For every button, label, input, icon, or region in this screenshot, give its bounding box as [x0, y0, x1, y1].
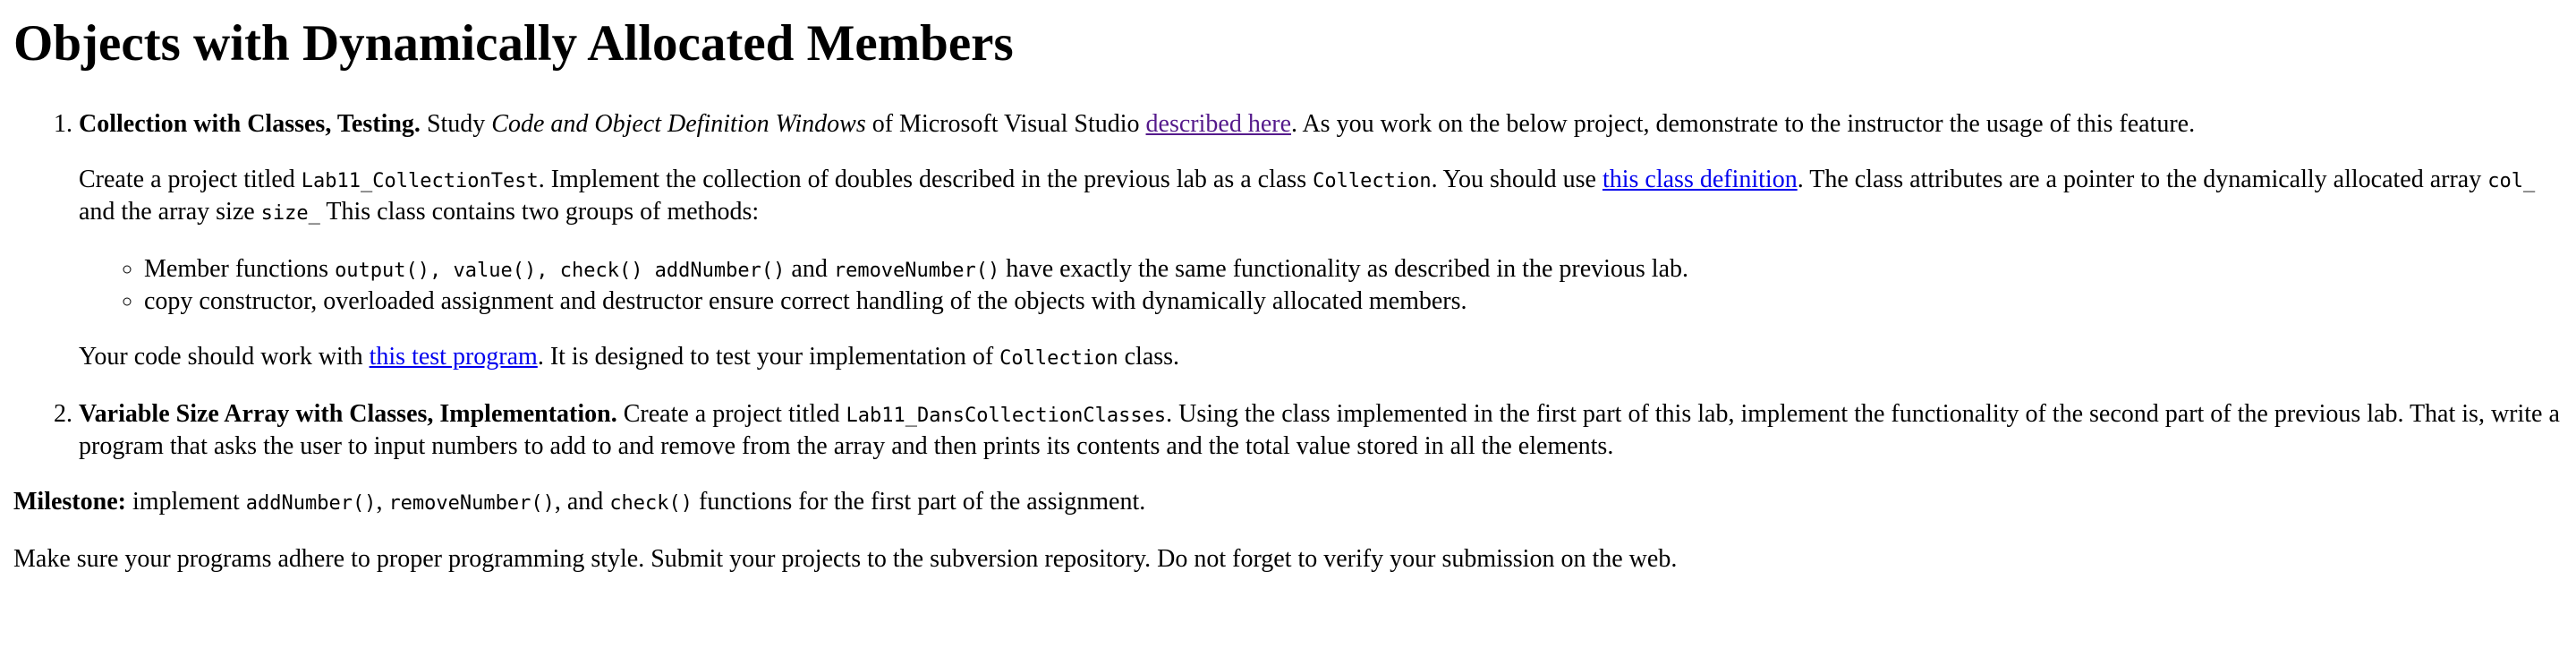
paragraph-text: functions for the first part of the assignment. — [693, 488, 1146, 516]
paragraph-text: Create a project titled — [616, 400, 846, 428]
class-name-code: Collection — [1313, 170, 1432, 192]
paragraph-text: This class contains two groups of methods: — [319, 198, 760, 226]
paragraph-text: . Using the class implemented in the first part of this lab, implement the functionality of the second part of the previous lab. That is, write a program that asks the user to input numbers to add to and remove from the array and then prints its contents and the total value stored in all the elements. — [79, 400, 2560, 460]
assignment-list — [13, 109, 2563, 462]
attribute-code: size_ — [260, 202, 320, 225]
item1-intro — [79, 109, 2563, 140]
method-name-code: addNumber() — [245, 492, 377, 515]
item1-project-paragraph — [79, 165, 2563, 229]
milestone-paragraph — [13, 487, 2563, 519]
list-item: ◦ copy constructor, overloaded assignment and destructor ensure correct handling of the objects with dynamically allocated members. — [144, 286, 2563, 317]
list-item-text: and — [785, 255, 834, 283]
project-name-code: Lab11_DansCollectionClasses — [846, 405, 1167, 427]
paragraph-text: Create a project titled — [79, 166, 302, 193]
assignment-item-2 — [79, 399, 2563, 462]
paragraph-text: . You should use — [1431, 166, 1603, 193]
method-names-code: removeNumber() — [833, 260, 1000, 282]
assignment-item-1 — [79, 109, 2563, 374]
item2-paragraph — [79, 399, 2563, 462]
item1-test-paragraph — [79, 342, 2563, 374]
paragraph-text: , — [376, 488, 389, 516]
paragraph-text: class. — [1118, 343, 1180, 371]
described-here-link[interactable]: described here — [1145, 110, 1291, 138]
item1-text: . As you work on the below project, demonstrate to the instructor the usage of this feature. — [1291, 110, 2196, 138]
method-names-code: output(), value(), check() addNumber() — [335, 260, 786, 282]
list-item — [144, 254, 2563, 286]
method-name-code: check() — [609, 492, 693, 515]
class-name-code: Collection — [999, 347, 1118, 370]
paragraph-text: . It is designed to test your implementation of — [537, 343, 1000, 371]
item1-emphasis: Code and Object Definition Windows — [491, 110, 866, 138]
item2-heading: Variable Size Array with Classes, Implementation. — [79, 400, 617, 428]
method-name-code: removeNumber() — [388, 492, 555, 515]
paragraph-text: . Implement the collection of doubles described in the previous lab as a class — [538, 166, 1314, 193]
attribute-code: col_ — [2487, 170, 2536, 192]
paragraph-text: implement — [125, 488, 246, 516]
list-item-text: have exactly the same functionality as described in the previous lab. — [999, 255, 1689, 283]
list-item-text: Member functions — [144, 255, 336, 283]
method-groups-list — [79, 254, 2563, 317]
page-title: Objects with Dynamically Allocated Members — [13, 15, 1014, 72]
paragraph-text: Your code should work with — [79, 343, 370, 371]
paragraph-text: and the array size — [79, 198, 261, 226]
item1-text: of Microsoft Visual Studio — [865, 110, 1146, 138]
test-program-link[interactable]: this test program — [369, 343, 538, 371]
milestone-label: Milestone: — [13, 488, 126, 516]
class-definition-link[interactable]: this class definition — [1602, 166, 1798, 193]
paragraph-text: , and — [554, 488, 610, 516]
item1-heading: Collection with Classes, Testing. — [79, 110, 421, 138]
project-name-code: Lab11_CollectionTest — [301, 170, 539, 192]
submission-note: Make sure your programs adhere to proper programming style. Submit your projects to the subversion repository. Do not forget to verify your submission on the web. — [13, 545, 1678, 573]
paragraph-text: . The class attributes are a pointer to the dynamically allocated array — [1797, 166, 2488, 193]
item1-text: Study — [420, 110, 492, 138]
